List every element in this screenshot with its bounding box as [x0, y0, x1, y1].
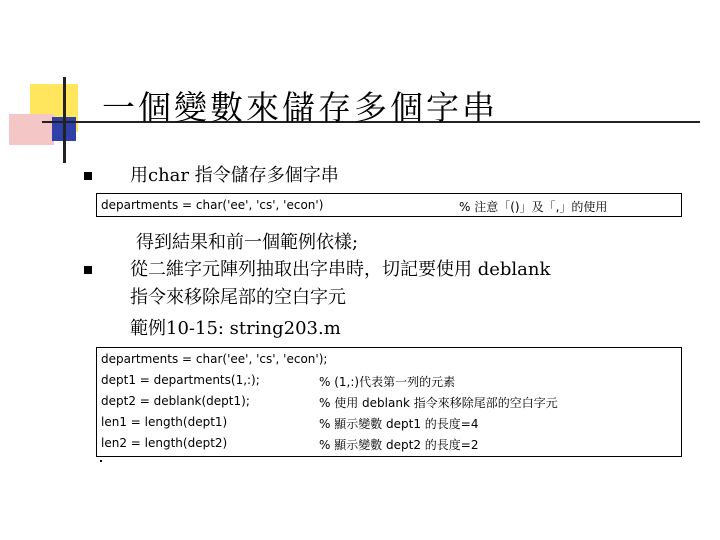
- code-comment: % 顯示變數 dept2 的長度=2: [319, 438, 479, 452]
- decor-pink-rect: [9, 114, 54, 145]
- bullet-text-2-line-1: 得到結果和前一個範例依樣;: [136, 232, 359, 253]
- code-comment: % (1,:)代表第一列的元素: [319, 375, 456, 389]
- code-comment: % 注意「()」及「,」的使用: [459, 200, 608, 214]
- bullet-square-icon: [84, 172, 92, 180]
- code-line: dept1 = departments(1,:);: [101, 373, 260, 387]
- bullet-text-2-line-2: 從二維字元陣列抽取出字串時，切記要使用 deblank: [130, 259, 551, 280]
- slide-title: 一個變數來儲存多個字串: [102, 88, 498, 127]
- code-box-2: [96, 347, 682, 457]
- bullet-text-1: 用char 指令儲存多個字串: [130, 165, 339, 186]
- code-line: len1 = length(dept1): [101, 415, 228, 429]
- decor-vertical-line: [63, 77, 66, 163]
- code-line: len2 = length(dept2): [101, 436, 228, 450]
- code-comment: % 顯示變數 dept1 的長度=4: [319, 417, 479, 431]
- stray-dot: [100, 460, 102, 462]
- bullet-text-2-line-3: 指令來移除尾部的空白字元: [130, 287, 346, 308]
- code-line: departments = char('ee', 'cs', 'econ'): [101, 198, 324, 212]
- code-line: dept2 = deblank(dept1);: [101, 394, 250, 408]
- code-comment: % 使用 deblank 指令來移除尾部的空白字元: [319, 396, 558, 410]
- code-box-1: [96, 193, 682, 217]
- code-line: departments = char('ee', 'cs', 'econ');: [101, 352, 328, 366]
- bullet-square-icon: [84, 266, 92, 274]
- bullet-text-2-line-4: 範例10-15: string203.m: [130, 318, 341, 339]
